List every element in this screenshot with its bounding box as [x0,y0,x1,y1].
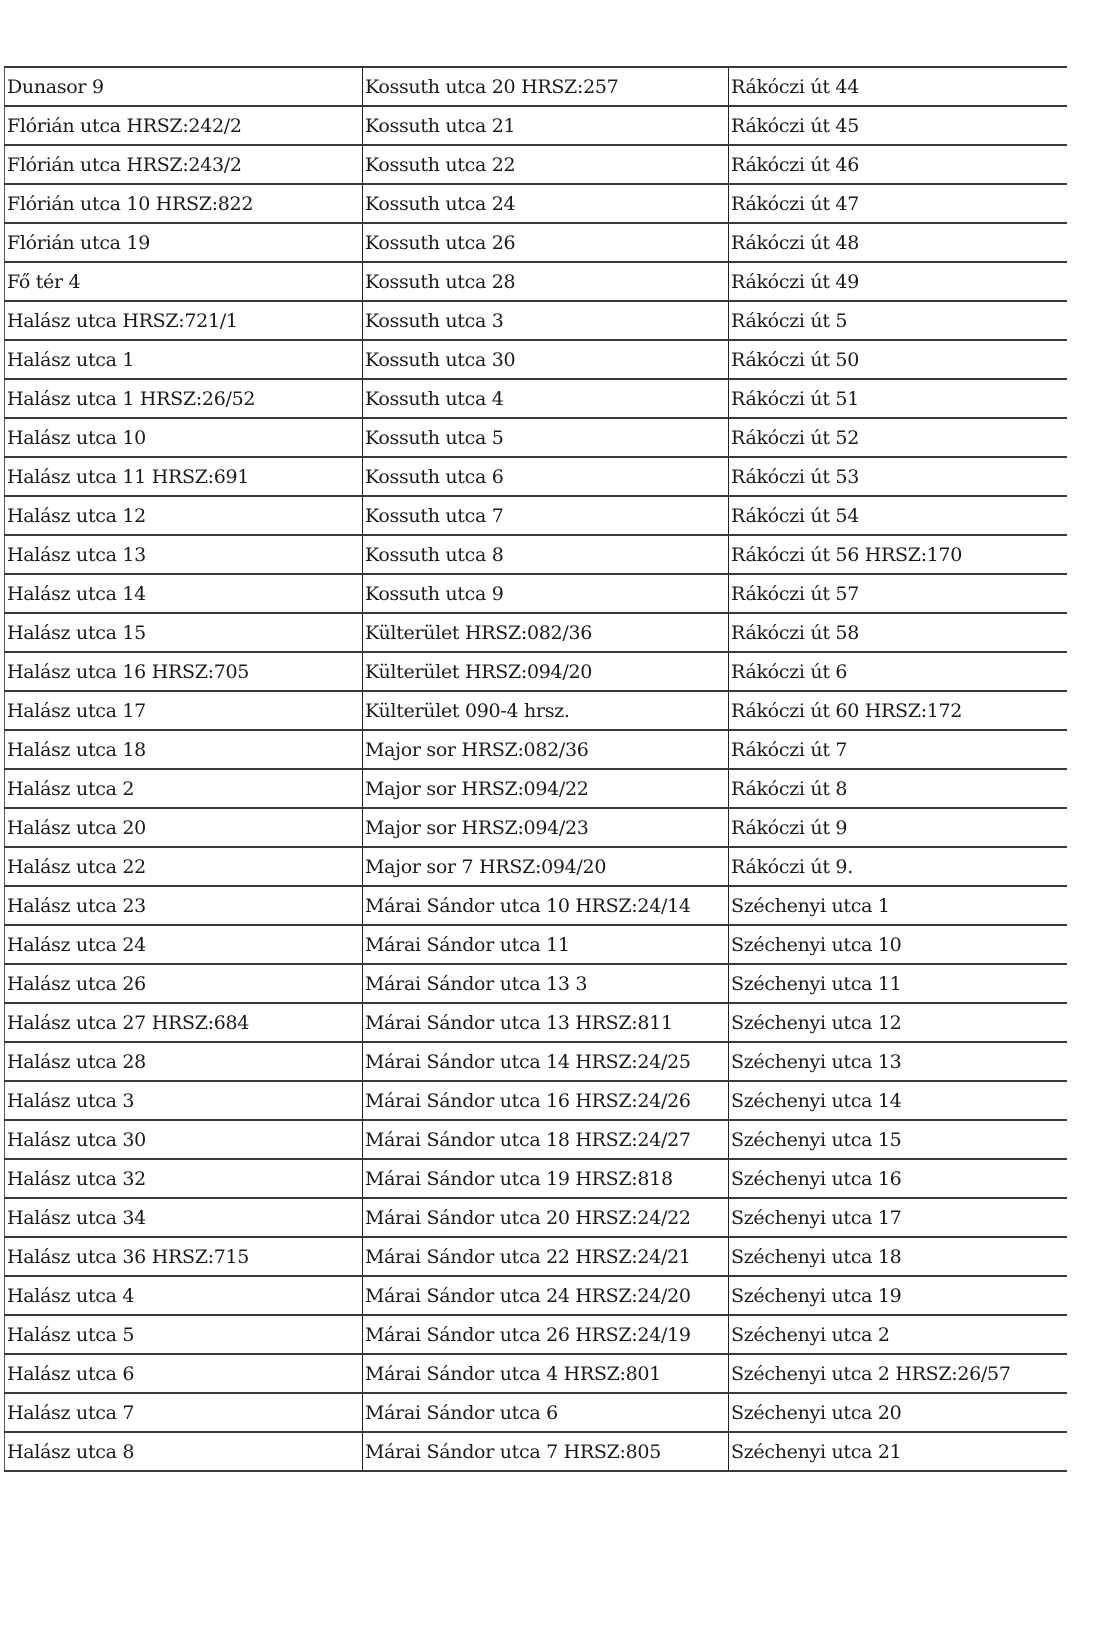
address-cell-col3: Széchenyi utca 16 [729,1159,1067,1198]
address-cell-col1: Halász utca 20 [5,808,363,847]
address-cell-col1: Halász utca 34 [5,1198,363,1237]
address-cell-col3: Rákóczi út 57 [729,574,1067,613]
table-row [5,223,1067,262]
address-cell-col3: Széchenyi utca 18 [729,1237,1067,1276]
address-cell-col3: Széchenyi utca 2 [729,1315,1067,1354]
address-cell-col1: Flórián utca HRSZ:243/2 [5,145,363,184]
address-cell-col3: Rákóczi út 46 [729,145,1067,184]
address-cell-col1: Halász utca 18 [5,730,363,769]
address-cell-col3: Rákóczi út 52 [729,418,1067,457]
address-cell-col1: Fő tér 4 [5,262,363,301]
table-row [5,1042,1067,1081]
address-cell-col1: Halász utca 11 HRSZ:691 [5,457,363,496]
address-cell-col1: Halász utca 24 [5,925,363,964]
address-table-body [5,67,1067,1471]
table-row [5,379,1067,418]
address-cell-col1: Halász utca 15 [5,613,363,652]
address-cell-col1: Halász utca 6 [5,1354,363,1393]
address-cell-col3: Széchenyi utca 1 [729,886,1067,925]
address-cell-col1: Halász utca 7 [5,1393,363,1432]
address-cell-col3: Széchenyi utca 14 [729,1081,1067,1120]
address-cell-col2: Külterület HRSZ:094/20 [363,652,729,691]
address-cell-col2: Kossuth utca 3 [363,301,729,340]
address-cell-col2: Külterület 090-4 hrsz. [363,691,729,730]
address-cell-col3: Széchenyi utca 11 [729,964,1067,1003]
address-cell-col1: Halász utca 26 [5,964,363,1003]
address-cell-col3: Rákóczi út 50 [729,340,1067,379]
address-cell-col2: Márai Sándor utca 13 3 [363,964,729,1003]
table-row [5,1159,1067,1198]
address-cell-col3: Rákóczi út 6 [729,652,1067,691]
address-cell-col1: Flórián utca 19 [5,223,363,262]
address-cell-col3: Széchenyi utca 19 [729,1276,1067,1315]
address-cell-col2: Márai Sándor utca 19 HRSZ:818 [363,1159,729,1198]
address-cell-col3: Széchenyi utca 20 [729,1393,1067,1432]
address-cell-col2: Márai Sándor utca 22 HRSZ:24/21 [363,1237,729,1276]
address-cell-col1: Dunasor 9 [5,67,363,106]
address-cell-col2: Kossuth utca 20 HRSZ:257 [363,67,729,106]
table-row [5,730,1067,769]
address-cell-col3: Széchenyi utca 17 [729,1198,1067,1237]
address-cell-col1: Halász utca 23 [5,886,363,925]
address-cell-col3: Rákóczi út 5 [729,301,1067,340]
table-row [5,457,1067,496]
address-cell-col1: Halász utca 27 HRSZ:684 [5,1003,363,1042]
table-row [5,652,1067,691]
table-row [5,574,1067,613]
address-cell-col3: Rákóczi út 8 [729,769,1067,808]
table-row [5,184,1067,223]
table-row [5,1432,1067,1471]
table-row [5,925,1067,964]
table-row [5,1393,1067,1432]
table-row [5,340,1067,379]
address-cell-col2: Kossuth utca 9 [363,574,729,613]
address-cell-col3: Rákóczi út 45 [729,106,1067,145]
address-cell-col1: Halász utca 12 [5,496,363,535]
table-row [5,1276,1067,1315]
table-row [5,1354,1067,1393]
table-row [5,964,1067,1003]
table-row [5,145,1067,184]
address-cell-col1: Halász utca HRSZ:721/1 [5,301,363,340]
table-row [5,301,1067,340]
address-cell-col2: Márai Sándor utca 10 HRSZ:24/14 [363,886,729,925]
address-cell-col1: Halász utca 17 [5,691,363,730]
address-cell-col1: Halász utca 16 HRSZ:705 [5,652,363,691]
address-cell-col2: Kossuth utca 7 [363,496,729,535]
address-cell-col2: Kossuth utca 21 [363,106,729,145]
address-cell-col1: Halász utca 10 [5,418,363,457]
address-cell-col1: Halász utca 1 [5,340,363,379]
address-cell-col3: Széchenyi utca 13 [729,1042,1067,1081]
address-cell-col1: Halász utca 22 [5,847,363,886]
address-cell-col1: Halász utca 8 [5,1432,363,1471]
table-row [5,418,1067,457]
address-cell-col3: Széchenyi utca 10 [729,925,1067,964]
address-cell-col2: Márai Sándor utca 26 HRSZ:24/19 [363,1315,729,1354]
table-row [5,886,1067,925]
address-cell-col1: Halász utca 3 [5,1081,363,1120]
address-cell-col2: Kossuth utca 28 [363,262,729,301]
table-row [5,1198,1067,1237]
address-cell-col1: Halász utca 36 HRSZ:715 [5,1237,363,1276]
table-row [5,691,1067,730]
table-row [5,1237,1067,1276]
address-cell-col2: Márai Sándor utca 11 [363,925,729,964]
table-row [5,535,1067,574]
address-cell-col3: Széchenyi utca 15 [729,1120,1067,1159]
address-cell-col2: Kossuth utca 6 [363,457,729,496]
table-row [5,847,1067,886]
address-cell-col2: Major sor HRSZ:082/36 [363,730,729,769]
address-cell-col2: Kossuth utca 24 [363,184,729,223]
address-cell-col2: Márai Sándor utca 6 [363,1393,729,1432]
address-cell-col2: Márai Sándor utca 18 HRSZ:24/27 [363,1120,729,1159]
address-cell-col3: Széchenyi utca 2 HRSZ:26/57 [729,1354,1067,1393]
address-cell-col2: Major sor 7 HRSZ:094/20 [363,847,729,886]
address-cell-col1: Halász utca 14 [5,574,363,613]
address-cell-col3: Rákóczi út 9. [729,847,1067,886]
table-row [5,67,1067,106]
table-row [5,262,1067,301]
address-cell-col2: Márai Sándor utca 14 HRSZ:24/25 [363,1042,729,1081]
address-cell-col1: Halász utca 2 [5,769,363,808]
address-cell-col1: Halász utca 28 [5,1042,363,1081]
table-row [5,1120,1067,1159]
address-cell-col2: Kossuth utca 22 [363,145,729,184]
table-row [5,808,1067,847]
address-cell-col1: Halász utca 1 HRSZ:26/52 [5,379,363,418]
table-row [5,1315,1067,1354]
address-cell-col3: Rákóczi út 51 [729,379,1067,418]
table-row [5,496,1067,535]
table-row [5,1081,1067,1120]
address-cell-col3: Rákóczi út 60 HRSZ:172 [729,691,1067,730]
address-cell-col2: Márai Sándor utca 16 HRSZ:24/26 [363,1081,729,1120]
address-cell-col1: Halász utca 32 [5,1159,363,1198]
address-cell-col2: Márai Sándor utca 13 HRSZ:811 [363,1003,729,1042]
address-cell-col3: Rákóczi út 56 HRSZ:170 [729,535,1067,574]
address-cell-col1: Flórián utca 10 HRSZ:822 [5,184,363,223]
address-cell-col2: Kossuth utca 4 [363,379,729,418]
table-row [5,106,1067,145]
address-cell-col1: Halász utca 30 [5,1120,363,1159]
address-cell-col1: Halász utca 4 [5,1276,363,1315]
table-row [5,1003,1067,1042]
address-cell-col3: Rákóczi út 58 [729,613,1067,652]
address-cell-col2: Kossuth utca 5 [363,418,729,457]
address-cell-col2: Major sor HRSZ:094/22 [363,769,729,808]
address-cell-col3: Rákóczi út 9 [729,808,1067,847]
address-cell-col2: Márai Sándor utca 4 HRSZ:801 [363,1354,729,1393]
address-cell-col3: Rákóczi út 53 [729,457,1067,496]
address-cell-col2: Kossuth utca 30 [363,340,729,379]
address-cell-col2: Külterület HRSZ:082/36 [363,613,729,652]
address-cell-col1: Halász utca 13 [5,535,363,574]
address-cell-col2: Márai Sándor utca 7 HRSZ:805 [363,1432,729,1471]
address-cell-col2: Márai Sándor utca 20 HRSZ:24/22 [363,1198,729,1237]
address-cell-col1: Flórián utca HRSZ:242/2 [5,106,363,145]
address-cell-col3: Rákóczi út 47 [729,184,1067,223]
address-cell-col2: Kossuth utca 8 [363,535,729,574]
table-row [5,613,1067,652]
address-table [4,66,1067,1472]
address-cell-col3: Rákóczi út 44 [729,67,1067,106]
address-cell-col3: Széchenyi utca 12 [729,1003,1067,1042]
address-cell-col2: Kossuth utca 26 [363,223,729,262]
address-cell-col3: Rákóczi út 7 [729,730,1067,769]
address-cell-col2: Márai Sándor utca 24 HRSZ:24/20 [363,1276,729,1315]
address-cell-col3: Széchenyi utca 21 [729,1432,1067,1471]
address-cell-col3: Rákóczi út 48 [729,223,1067,262]
address-cell-col3: Rákóczi út 49 [729,262,1067,301]
address-cell-col2: Major sor HRSZ:094/23 [363,808,729,847]
table-row [5,769,1067,808]
address-cell-col1: Halász utca 5 [5,1315,363,1354]
address-cell-col3: Rákóczi út 54 [729,496,1067,535]
